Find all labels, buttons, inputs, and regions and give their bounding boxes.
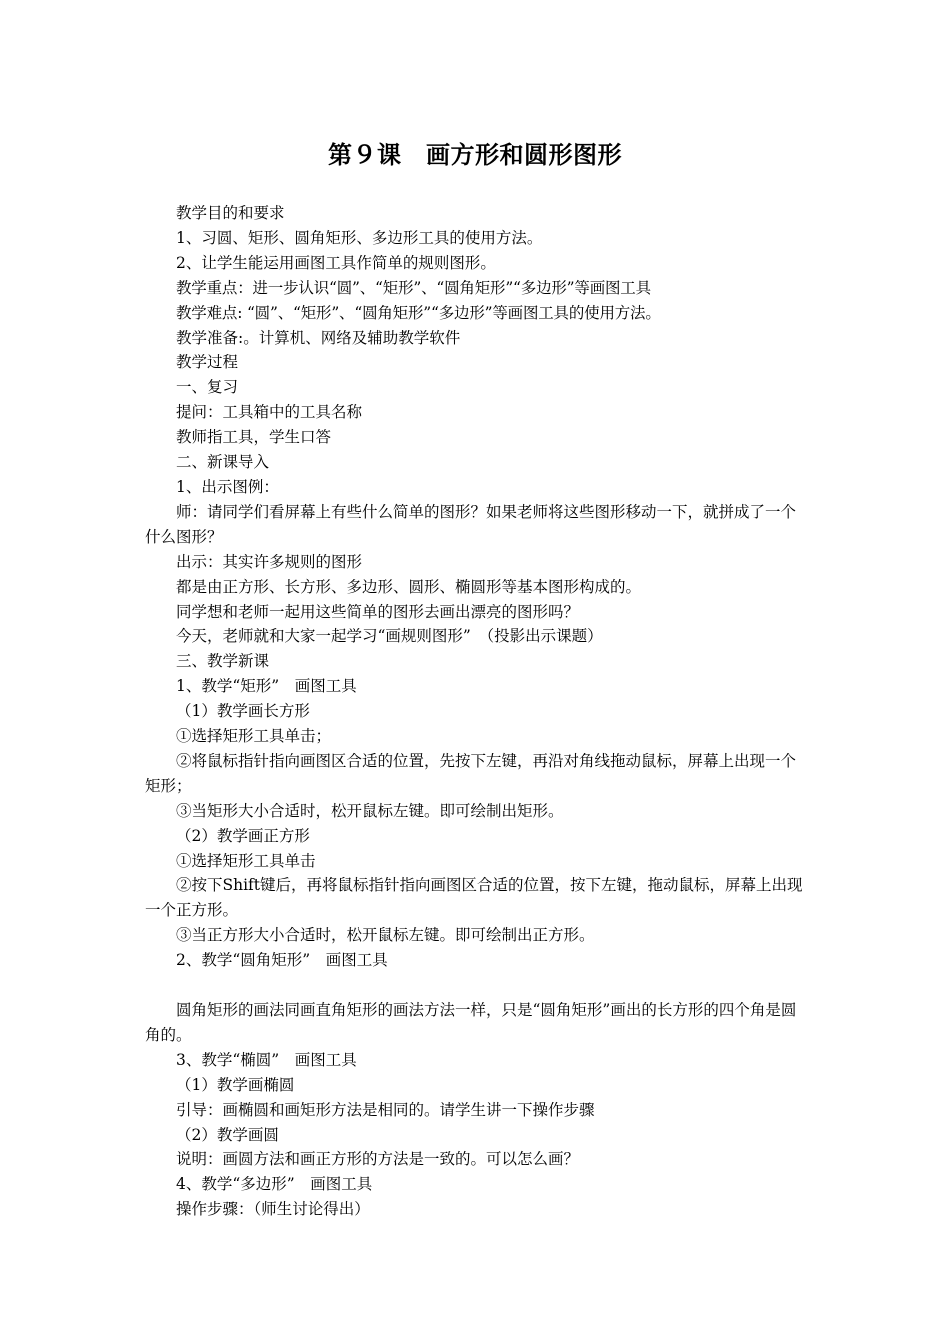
paragraph: 1、习圆、矩形、圆角矩形、多边形工具的使用方法。 [176, 228, 543, 247]
paragraph: 教学重点：进一步认识“圆”、“矩形”、“圆角矩形”“多边形”等画图工具 [176, 278, 651, 297]
paragraph: 教学难点: “圆”、“矩形”、“圆角矩形”“多边形”等画图工具的使用方法。 [176, 303, 661, 322]
paragraph: ②按下Shift键后，再将鼠标指针指向画图区合适的位置，按下左键，拖动鼠标，屏幕上出现一个正方形。 [145, 876, 803, 920]
paragraph: 一、复习 [176, 378, 239, 397]
paragraph: 说明：画圆方法和画正方形的方法是一致的。可以怎么画？ [176, 1150, 580, 1169]
paragraph: ③当正方形大小合适时，松开鼠标左键。即可绘制出正方形。 [176, 926, 595, 945]
paragraph: （1）教学画椭圆 [176, 1075, 295, 1094]
paragraph: 同学想和老师一起用这些简单的图形去画出漂亮的图形吗？ [176, 602, 580, 621]
paragraph: 4、教学“多边形” 画图工具 [176, 1175, 373, 1194]
paragraph: 引导：画椭圆和画矩形方法是相同的。请学生讲一下操作步骤 [176, 1100, 595, 1119]
paragraph: 操作步骤：（师生讨论得出） [176, 1200, 370, 1219]
paragraph: ②将鼠标指针指向画图区合适的位置，先按下左键，再沿对角线拖动鼠标，屏幕上出现一个矩形； [145, 751, 797, 795]
paragraph: 1、出示图例： [176, 477, 279, 496]
paragraph: 3、教学“椭圆” 画图工具 [176, 1050, 357, 1069]
paragraph: 师：请同学们看屏幕上有些什么简单的图形？如果老师将这些图形移动一下，就拼成了一个什么图形？ [145, 502, 797, 546]
paragraph: 2、让学生能运用画图工具作简单的规则图形。 [176, 253, 496, 272]
paragraph [145, 973, 809, 998]
paragraph: 圆角矩形的画法同画直角矩形的画法方法一样，只是“圆角矩形”画出的长方形的四个角是圆角的。 [145, 1000, 797, 1044]
paragraph: 三、教学新课 [176, 652, 270, 671]
paragraph: 今天，老师就和大家一起学习“画规则图形” （投影出示课题） [176, 627, 603, 646]
paragraph: （1）教学画长方形 [176, 702, 310, 721]
paragraph: ①选择矩形工具单击 [176, 851, 316, 870]
document-body [145, 201, 809, 1222]
paragraph: ①选择矩形工具单击； [176, 727, 332, 746]
paragraph: 教学过程 [176, 353, 239, 372]
paragraph: （2）教学画正方形 [176, 826, 310, 845]
paragraph: （2）教学画圆 [176, 1125, 279, 1144]
page-title: 第９课 画方形和圆形图形 [328, 140, 622, 169]
paragraph: 教学准备:。计算机、网络及辅助教学软件 [176, 328, 461, 347]
paragraph: 提问：工具箱中的工具名称 [176, 403, 363, 422]
paragraph: 教学目的和要求 [176, 204, 285, 222]
paragraph: 二、新课导入 [176, 453, 270, 472]
paragraph: ③当矩形大小合适时，松开鼠标左键。即可绘制出矩形。 [176, 801, 564, 820]
paragraph: 教师指工具，学生口答 [176, 428, 332, 447]
paragraph: 都是由正方形、长方形、多边形、圆形、椭圆形等基本图形构成的。 [176, 577, 642, 596]
paragraph: 出示：其实许多规则的图形 [176, 552, 363, 571]
paragraph: 2、教学“圆角矩形” 画图工具 [176, 951, 388, 970]
paragraph: 1、教学“矩形” 画图工具 [176, 677, 357, 696]
